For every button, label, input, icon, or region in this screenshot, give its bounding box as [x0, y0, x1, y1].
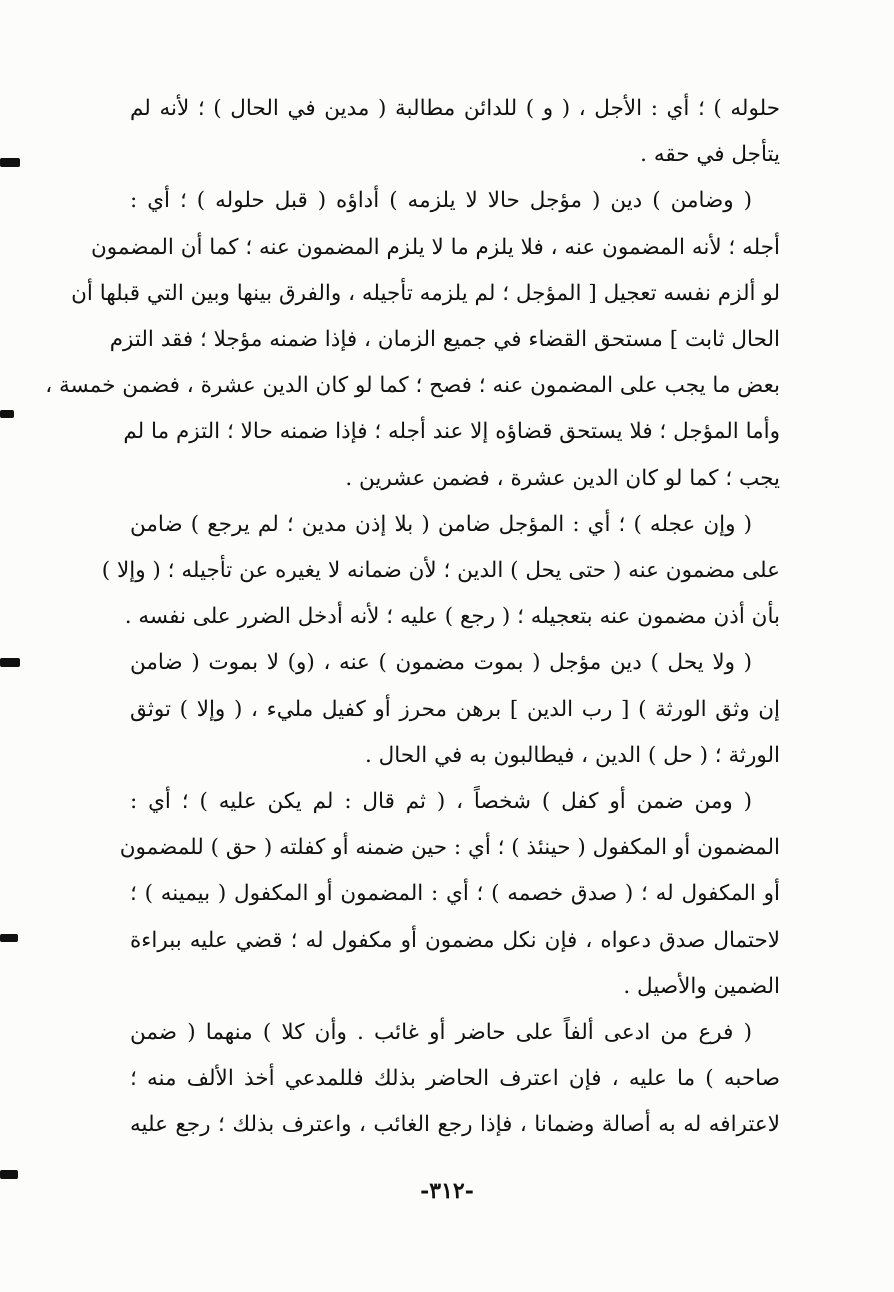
text-line: الضمين والأصيل . — [623, 973, 780, 999]
text-line: لاحتمال صدق دعواه ، فإن نكل مضمون أو مكفول له ؛ قضي عليه ببراءة — [130, 927, 780, 953]
text-line: إن وثق الورثة ) [ رب الدين ] برهن محرز أو كفيل مليء ، ( وإلا ) توثق — [130, 696, 780, 722]
body-text — [45, 86, 780, 1149]
text-line: الورثة ؛ ( حل ) الدين ، فيطالبون به في الحال . — [365, 742, 780, 768]
text-line: يتأجل في حقه . — [640, 142, 780, 168]
text-line: بأن أذن مضمون عنه بتعجيله ؛ ( رجع ) عليه ؛ لأنه أدخل الضرر على نفسه . — [124, 604, 780, 630]
scan-margin-mark — [0, 1170, 18, 1179]
text-line: بعض ما يجب على المضمون عنه ؛ فصح ؛ كما لو كان الدين عشرة ، فضمن خمسة ، — [45, 373, 780, 399]
text-line: ( ومن ضمن أو كفل ) شخصاً ، ( ثم قال : لم يكن عليه ) ؛ أي : — [130, 789, 752, 815]
scan-margin-mark — [0, 658, 20, 667]
text-line: لاعترافه له به أصالة وضمانا ، فإذا رجع الغائب ، واعترف بذلك ؛ رجع عليه — [130, 1112, 780, 1138]
text-line: يجب ؛ كما لو كان الدين عشرة ، فضمن عشرين . — [345, 465, 780, 491]
page-number: -٣١٢- — [420, 1178, 474, 1204]
text-line: ( ولا يحل ) دين مؤجل ( بموت مضمون ) عنه ، (و) لا بموت ( ضامن — [130, 650, 752, 676]
text-line: أجله ؛ لأنه المضمون عنه ، فلا يلزم ما لا يلزم المضمون عنه ؛ كما أن المضمون — [90, 234, 780, 260]
scan-margin-mark — [0, 934, 18, 942]
text-line: ( وإن عجله ) ؛ أي : المؤجل ضامن ( بلا إذن مدين ؛ لم يرجع ) ضامن — [130, 511, 752, 537]
text-line: صاحبه ) ما عليه ، فإن اعترف الحاضر بذلك فللمدعي أخذ الألف منه ؛ — [130, 1066, 780, 1092]
text-line: ( فرع من ادعى ألفاً على حاضر أو غائب . وأن كلا ) منهما ( ضمن — [130, 1020, 752, 1046]
text-line: أو المكفول له ؛ ( صدق خصمه ) ؛ أي : المضمون أو المكفول ( بيمينه ) ؛ — [130, 881, 780, 907]
text-line: على مضمون عنه ( حتى يحل ) الدين ؛ لأن ضمانه لا يغيره عن تأجيله ؛ ( وإلا ) — [101, 558, 780, 584]
text-line: حلوله ) ؛ أي : الأجل ، ( و ) للدائن مطالبة ( مدين في الحال ) ؛ لأنه لم — [130, 96, 780, 121]
scan-margin-mark — [0, 410, 14, 418]
text-line: وأما المؤجل ؛ فلا يستحق قضاؤه إلا عند أجله ؛ فإذا ضمنه حالا ؛ التزم ما لم — [123, 419, 780, 445]
text-line: الحال ثابت ] مستحق القضاء في جميع الزمان ، فإذا ضمنه مؤجلا ؛ فقد التزم — [109, 327, 780, 353]
scan-margin-mark — [0, 158, 20, 167]
text-line: ( وضامن ) دين ( مؤجل حالا لا يلزمه ) أداؤه ( قبل حلوله ) ؛ أي : — [130, 188, 752, 214]
text-line: المضمون أو المكفول ( حينئذ ) ؛ أي : حين ضمنه أو كفلته ( حق ) للمضمون — [119, 835, 780, 861]
text-line: لو ألزم نفسه تعجيل [ المؤجل ؛ لم يلزمه تأجيله ، والفرق بينها وبين التي قبلها أن — [71, 280, 780, 306]
